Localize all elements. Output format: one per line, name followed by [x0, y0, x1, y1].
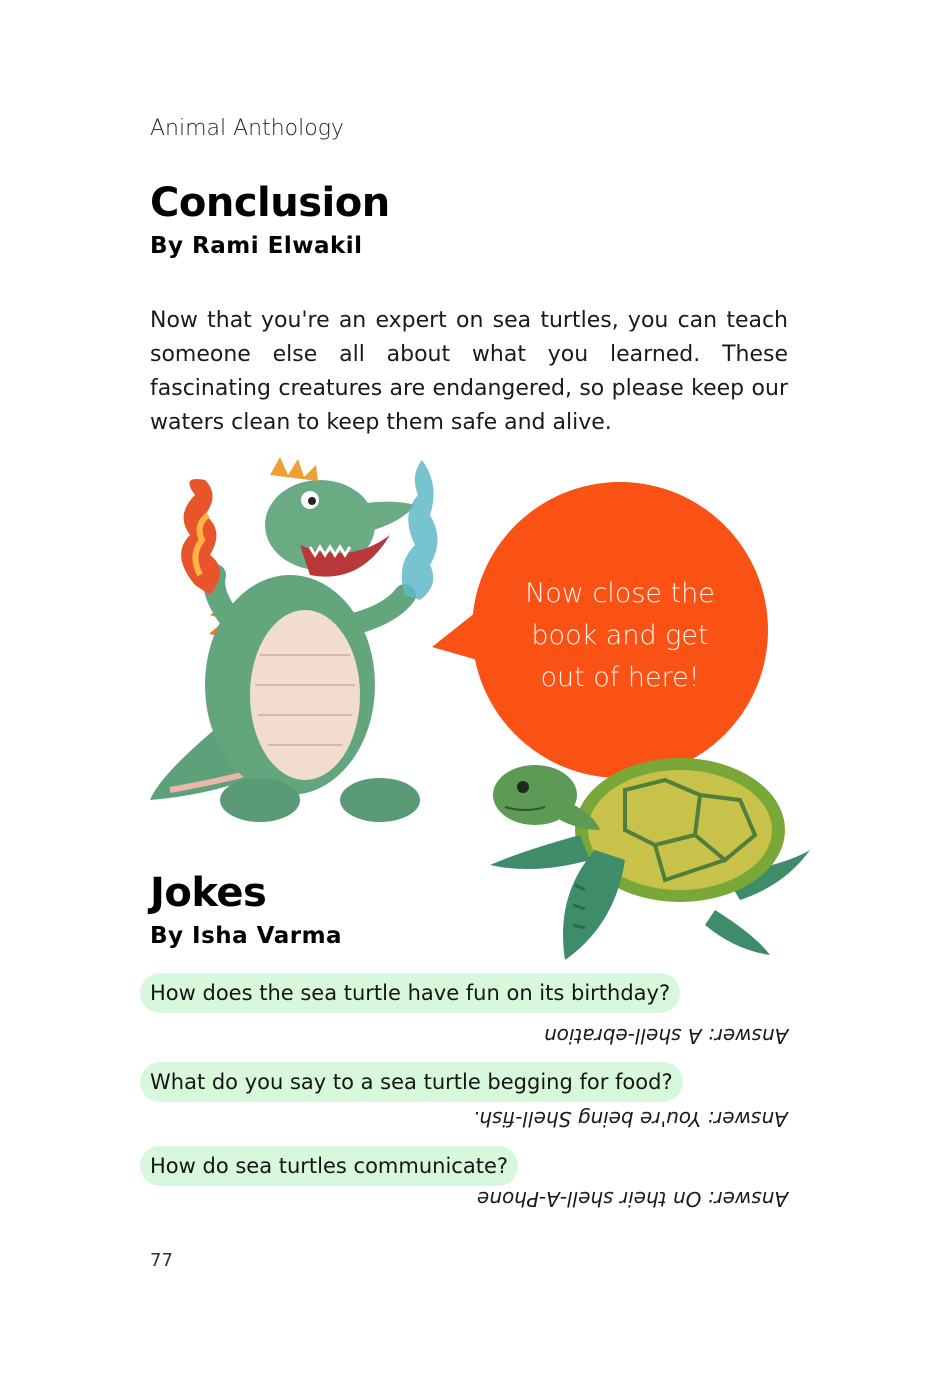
joke-question: How do sea turtles communicate? [140, 1146, 518, 1186]
running-head: Animal Anthology [150, 116, 344, 141]
jokes-byline: By Isha Varma [150, 923, 343, 949]
speech-bubble-line: Now close the [525, 578, 715, 609]
sea-turtle-illustration [485, 735, 815, 965]
page-number: 77 [150, 1250, 173, 1271]
conclusion-body: Now that you're an expert on sea turtles, you can teach someone else all about what you learned. These fascinating creatures are endangered, so please keep our waters clean to keep them safe and alive. [150, 308, 788, 435]
crocodile-dragon-illustration [150, 455, 450, 835]
speech-bubble-line: book and get [531, 620, 709, 651]
joke-answer-upside-down: Answer: You're being Shell-fish. [473, 1107, 788, 1131]
conclusion-byline: By Rami Elwakil [150, 233, 363, 259]
speech-bubble-line: out of here! [540, 662, 700, 693]
joke-answer-upside-down: Answer: A shell-ebration [543, 1024, 788, 1048]
joke-answer-upside-down: Answer: On their shell-A-Phone [476, 1187, 788, 1211]
speech-bubble-text [505, 573, 735, 699]
conclusion-title: Conclusion [150, 180, 390, 226]
joke-question: How does the sea turtle have fun on its birthday? [140, 973, 680, 1013]
joke-question: What do you say to a sea turtle begging for food? [140, 1062, 683, 1102]
jokes-title: Jokes [150, 870, 267, 916]
